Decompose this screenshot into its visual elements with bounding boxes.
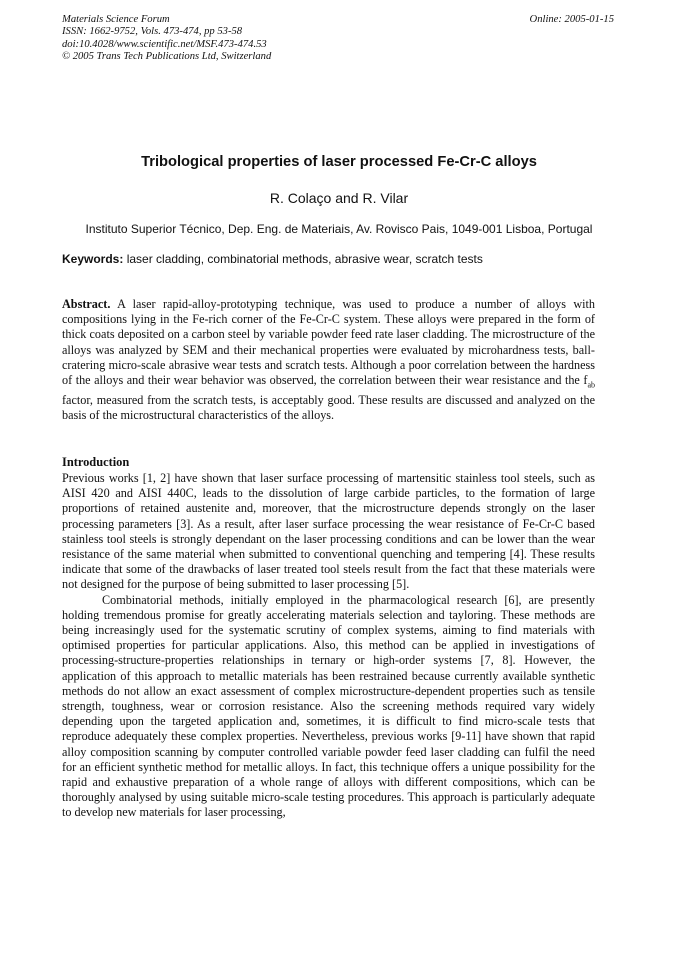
abstract-text-2: factor, measured from the scratch tests, is acceptably good. These results are discussed and analyzed on the basis of the microstructural characteristics of the alloys.	[62, 392, 595, 422]
keywords	[62, 252, 602, 266]
abstract-label: Abstract.	[62, 297, 111, 311]
section-heading-introduction: Introduction	[62, 455, 130, 469]
paper-title: Tribological properties of laser processed Fe-Cr-C alloys	[141, 154, 537, 170]
introduction-body	[62, 471, 595, 821]
journal-header	[62, 14, 614, 64]
authors: R. Colaço and R. Vilar	[269, 190, 409, 206]
abstract-text-1: A laser rapid-alloy-prototyping technique, was used to produce a number of alloys with compositions lying in the Fe-rich corner of the Fe-Cr-C system. These alloys were prepared in the form of thick coats deposited on a carbon steel by variable powder feed rate laser cladding. The microstructure of the alloys was analyzed by SEM and their mechanical properties were evaluated by microhardness tests, ball-cratering micro-scale abrasive wear tests and scratch tests. Although a poor correlation between the hardness of the alloys and their wear behavior was observed, the correlation between their wear resistance and the f	[62, 297, 596, 388]
abstract-subscript: ab	[587, 380, 595, 390]
keywords-label: Keywords:	[62, 252, 124, 266]
introduction-paragraph-2: Combinatorial methods, initially employed in the pharmacological research [6], are presently holding tremendous promise for greatly accelerating materials selection and tayloring. These methods are being increasingly used for the systematic scrutiny of complex systems, aiming to find materials with optimised properties for particular applications. Also, this method can be applied in investigations of processing-structure-properties relationships in ternary or high-order systems [7, 8]. However, the application of this approach to metallic materials has been restrained because currently available synthetic methods do not allow an exact assessment of complex microstructure-dependent properties such as tensile strength, toughness, wear or corrosion resistance. Also the screening methods required vary widely depending upon the targeted application and, sometimes, it is difficult to find micro-scale tests that reproduce adequately these complex properties. Nevertheless, previous works [9-11] have shown that rapid alloy composition scanning by computer controlled variable powder feed laser cladding can fulfil the need for an efficient synthetic method for metallic alloys. In fact, this technique offers a unique possibility for the rapid and exhaustive preparation of a whole range of alloys with different compositions, which can be thoroughly analysed by using suitable micro-scale testing procedures. This approach is particularly adequate to develop new materials for laser processing,	[62, 592, 595, 820]
journal-name: Materials Science Forum	[62, 14, 170, 25]
issn-line: ISSN: 1662-9752, Vols. 473-474, pp 53-58	[62, 26, 243, 38]
online-date: Online: 2005-01-15	[529, 14, 614, 25]
introduction-paragraph-1: Previous works [1, 2] have shown that laser surface processing of martensitic stainless tool steels, such as AISI 420 and AISI 440C, leads to the dissolution of large carbide particles, to the formation of large proportions of retained austenite and, moreover, that the microstructure depends strongly on the laser processing parameters [3]. As a result, after laser surface processing the wear resistance of Fe-Cr-C based stainless tool steels is strongly dependant on the laser processing conditions and can be lower than the wear resistance of the same material when submitted to conventional quenching and tempering [4]. These results indicate that some of the drawbacks of laser treated tool steels result from the fact that these materials were not designed for the purpose of being submitted to laser processing [5].	[62, 471, 595, 592]
copyright-line: © 2005 Trans Tech Publications Ltd, Switzerland	[62, 51, 272, 63]
abstract	[62, 297, 595, 423]
affiliation: Instituto Superior Técnico, Dep. Eng. de Materiais, Av. Rovisco Pais, 1049-001 Lisboa, Portugal	[85, 222, 593, 236]
doi-line: doi:10.4028/www.scientific.net/MSF.473-474.53	[62, 38, 267, 50]
keywords-text: laser cladding, combinatorial methods, abrasive wear, scratch tests	[126, 252, 483, 266]
